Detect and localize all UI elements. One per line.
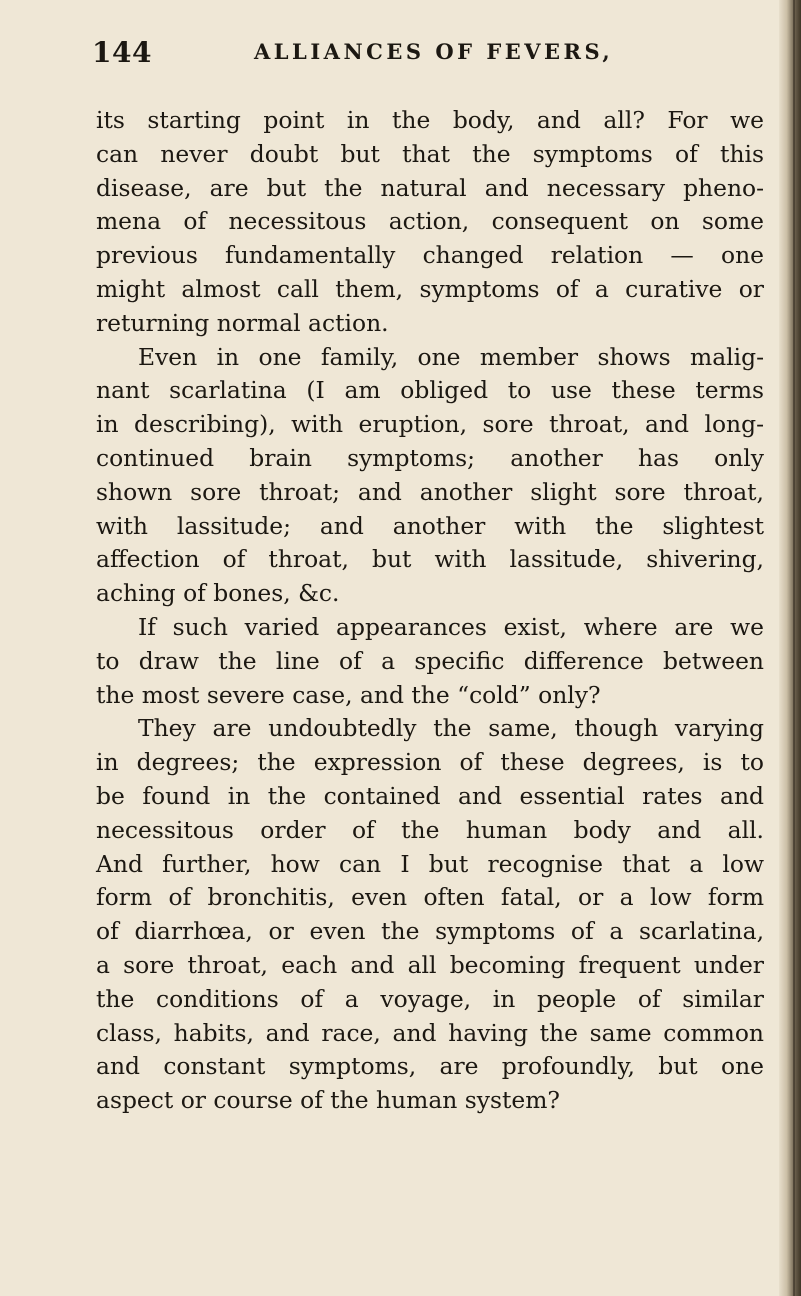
text-line: disease, are but the natural and necessary pheno- [96, 173, 764, 202]
text-line: can never doubt but that the symptoms of this [96, 139, 764, 168]
text-line: in degrees; the expression of these degrees, is to [96, 748, 764, 777]
paragraph-start-line: They are undoubtedly the same, though varying [138, 714, 764, 743]
text-line: its starting point in the body, and all? For we [96, 106, 764, 134]
text-line: form of bronchitis, even often fatal, or a low form [96, 883, 764, 912]
text-line: might almost call them, symptoms of a curative or [96, 274, 764, 303]
text-line: and constant symptoms, are profoundly, but one [96, 1052, 764, 1081]
text-line: a sore throat, each and all becoming frequent under [96, 950, 764, 979]
text-line: of diarrhœa, or even the symptoms of a scarlatina, [96, 917, 764, 946]
text-line: the most severe case, and the “cold” only? [96, 680, 601, 709]
page-binding-edge [779, 0, 801, 1296]
paragraph-start-line: Even in one family, one member shows malig- [138, 342, 764, 371]
text-line: be found in the contained and essential rates and [96, 781, 764, 810]
text-line: affection of throat, but with lassitude, shivering, [96, 545, 764, 574]
text-line: with lassitude; and another with the slightest [96, 511, 764, 540]
text-line: continued brain symptoms; another has only [96, 443, 764, 472]
text-line: mena of necessitous action, consequent on some [96, 207, 764, 236]
paragraph-start-line: If such varied appearances exist, where are we [138, 612, 764, 641]
body-text [96, 104, 764, 1118]
text-line: previous fundamentally changed relation — one [96, 241, 764, 270]
text-line: aspect or course of the human system? [96, 1086, 560, 1115]
text-line: And further, how can I but recognise that a low [96, 849, 764, 878]
text-line: class, habits, and race, and having the same common [96, 1018, 764, 1047]
text-line: returning normal action. [96, 308, 389, 337]
text-line: nant scarlatina (I am obliged to use these terms [96, 376, 764, 405]
text-line: to draw the line of a specific difference between [96, 646, 764, 675]
running-head-title: ALLIANCES OF FEVERS, [254, 39, 614, 64]
text-line: the conditions of a voyage, in people of similar [96, 984, 764, 1013]
running-head [92, 36, 732, 76]
page-number: 144 [92, 36, 152, 69]
text-line: aching of bones, &c. [96, 579, 340, 608]
text-line: shown sore throat; and another slight sore throat, [96, 477, 764, 506]
text-line: necessitous order of the human body and all. [96, 815, 764, 844]
text-line: in describing), with eruption, sore throat, and long- [96, 410, 764, 439]
